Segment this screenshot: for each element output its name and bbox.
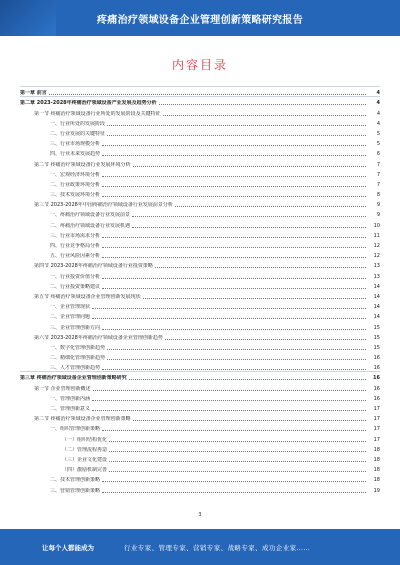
toc-leader-dots	[132, 227, 366, 228]
toc-entry-page: 17	[373, 426, 380, 433]
toc-entry-text: 四、行业竞争格局分析	[50, 243, 101, 249]
toc-entry-page: 13	[373, 273, 380, 280]
toc-entry-page: 16	[373, 355, 380, 362]
toc-entry[interactable]	[20, 259, 380, 269]
toc-entry-page: 8	[376, 192, 380, 199]
document-title: 疼痛治疗领域设备企业管理创新策略研究报告	[97, 14, 303, 26]
toc-leader-dots	[107, 349, 366, 350]
toc-entry[interactable]	[20, 239, 380, 249]
toc-entry-page: 4	[376, 110, 380, 117]
toc-heading: 内容目录	[171, 58, 228, 72]
toc-entry-text: 一、企业管理现状	[50, 304, 91, 311]
toc-entry[interactable]	[20, 208, 380, 218]
toc-entry[interactable]	[20, 86, 380, 96]
toc-entry[interactable]	[20, 463, 380, 473]
header-decoration	[0, 0, 56, 36]
toc-leader-dots	[107, 135, 366, 136]
toc-leader-dots	[165, 339, 366, 340]
toc-entry[interactable]	[20, 381, 380, 391]
toc-leader-dots	[92, 400, 366, 401]
toc-entry-text: 一、组织管理创新策略	[50, 426, 101, 433]
toc-entry[interactable]	[20, 310, 380, 320]
toc-entry-text: （三）企业文化建设	[62, 456, 108, 463]
toc-entry-text: 第三章 疼痛治疗领域设备企业管理创新策略研究	[20, 375, 127, 382]
footer-brand: 让每个人都能成为	[42, 543, 94, 552]
toc-entry-text: 二、行业投资策略建议	[50, 283, 101, 290]
footer-slogan: 行业专家、管理专家、营销专家、战略专家、成功企业家……	[124, 543, 311, 552]
document-footer	[0, 529, 400, 565]
toc-leader-dots	[102, 481, 366, 482]
toc-entry[interactable]	[20, 473, 380, 483]
toc-entry-page: 18	[373, 446, 380, 453]
toc-leader-dots	[155, 267, 366, 268]
toc-entry-text: 第一节 疼痛治疗领域设备行业所处的发展阶段及关键特征	[34, 110, 161, 117]
toc-entry-page: 12	[373, 253, 380, 260]
toc-leader-dots	[102, 278, 366, 279]
toc-entry-page: 7	[376, 161, 380, 168]
toc-entry[interactable]	[20, 137, 380, 147]
toc-leader-dots	[102, 329, 366, 330]
toc-entry-text: 第六节 2023-2028年疼痛治疗领域设备企业管理创新趋势	[34, 334, 163, 341]
toc-leader-dots	[93, 390, 366, 391]
toc-leader-dots	[102, 369, 366, 370]
toc-entry-text: 一、宏观经济环境分析	[50, 171, 101, 178]
toc-entry-text: 二、行业发展的关键特征	[50, 130, 106, 137]
toc-entry[interactable]	[20, 168, 380, 178]
toc-entry-text: 三、人才管理创新趋势	[50, 365, 101, 372]
toc-entry-text: （一）组织结构优化	[62, 436, 108, 443]
toc-entry-text: 第二节 疼痛治疗领域设备行业发展环境分析	[34, 161, 131, 168]
toc-entry-page: 18	[373, 477, 380, 484]
toc-entry[interactable]	[20, 432, 380, 442]
toc-entry-text: 第一节 企业管理创新概述	[34, 385, 91, 392]
toc-entry-page: 16	[373, 385, 380, 392]
toc-leader-dots	[102, 176, 366, 177]
toc-entry-text: 五、行业风险因素分析	[50, 253, 101, 260]
toc-leader-dots	[49, 94, 366, 95]
toc-entry-text: 一、行业投资价值分析	[50, 273, 101, 280]
toc-entry[interactable]	[20, 443, 380, 453]
toc-entry-text: 三、行业市场需求分析	[50, 232, 101, 239]
toc-entry-text: 第三节 2023-2028年中国疼痛治疗领域设备行业发展前景分析	[34, 202, 173, 209]
toc-entry-page: 12	[373, 243, 380, 249]
toc-entry-page: 7	[376, 181, 380, 188]
toc-entry[interactable]	[20, 96, 380, 106]
toc-leader-dots	[102, 492, 366, 493]
document-header	[0, 0, 400, 36]
toc-entry[interactable]	[20, 371, 380, 381]
toc-leader-dots	[102, 145, 366, 146]
table-of-contents	[20, 86, 380, 494]
toc-entry-page: 16	[373, 375, 380, 382]
toc-entry[interactable]	[20, 157, 380, 167]
toc-entry-text: 二、管理创新意义	[50, 406, 91, 412]
toc-entry-text: （二）管理流程再造	[62, 446, 108, 453]
toc-entry-page: 11	[373, 232, 380, 239]
toc-leader-dots	[143, 298, 366, 299]
toc-entry-page: 16	[373, 365, 380, 372]
toc-entry-text: 第二章 2023-2028年疼痛治疗领域设备产业发展及趋势分析	[20, 100, 157, 107]
toc-leader-dots	[132, 216, 366, 217]
toc-entry[interactable]	[20, 218, 380, 228]
toc-entry-page: 18	[373, 467, 380, 474]
toc-leader-dots	[129, 379, 366, 380]
toc-entry[interactable]	[20, 269, 380, 279]
toc-entry-page: 17	[373, 406, 380, 412]
toc-leader-dots	[109, 441, 366, 442]
toc-entry[interactable]	[20, 351, 380, 361]
toc-entry-text: 一、疼痛治疗领域设备行业发展前景	[50, 212, 131, 219]
toc-leader-dots	[92, 318, 366, 319]
toc-leader-dots	[102, 155, 366, 156]
toc-entry-page: 17	[373, 436, 380, 443]
toc-leader-dots	[163, 115, 366, 116]
toc-entry-text: 三、企业管理创新方向	[50, 324, 101, 331]
toc-entry[interactable]	[20, 106, 380, 116]
toc-entry-text: 二、企业管理问题	[50, 314, 91, 321]
toc-entry[interactable]	[20, 229, 380, 239]
toc-entry-page: 14	[373, 293, 380, 300]
toc-entry[interactable]	[20, 280, 380, 290]
toc-entry-page: 13	[373, 263, 380, 270]
toc-leader-dots	[133, 420, 366, 421]
toc-entry-text: 一、行业所处的发展阶段	[50, 120, 106, 127]
toc-entry-page: 15	[373, 324, 380, 331]
toc-entry[interactable]	[20, 188, 380, 198]
toc-entry[interactable]	[20, 361, 380, 371]
toc-leader-dots	[175, 206, 366, 207]
toc-entry-page: 4	[376, 90, 380, 97]
toc-entry[interactable]	[20, 117, 380, 127]
toc-entry-page: 15	[373, 334, 380, 341]
toc-leader-dots	[102, 186, 366, 187]
toc-entry-text: 一、数字化管理创新趋势	[50, 344, 106, 351]
toc-leader-dots	[102, 430, 366, 431]
toc-entry[interactable]	[20, 453, 380, 463]
toc-entry[interactable]	[20, 198, 380, 208]
toc-entry-page: 14	[373, 304, 380, 311]
toc-leader-dots	[92, 410, 366, 411]
toc-entry-page: 5	[376, 141, 380, 148]
toc-leader-dots	[102, 237, 366, 238]
toc-entry-page: 7	[376, 171, 380, 178]
toc-entry[interactable]	[20, 422, 380, 432]
toc-entry-page: 18	[373, 456, 380, 463]
toc-entry-page: 17	[373, 416, 380, 423]
toc-leader-dots	[102, 257, 366, 258]
toc-leader-dots	[107, 125, 366, 126]
toc-entry[interactable]	[20, 402, 380, 412]
toc-entry-page: 6	[376, 151, 380, 158]
toc-entry-text: 二、疼痛治疗领域设备行业发展机遇	[50, 222, 131, 229]
toc-entry-page: 10	[373, 222, 380, 229]
toc-entry-text: 二、技术管理创新策略	[50, 477, 101, 484]
toc-leader-dots	[109, 461, 366, 462]
toc-entry[interactable]	[20, 392, 380, 402]
page-number: 3	[198, 512, 202, 518]
toc-entry-page: 4	[376, 120, 380, 127]
toc-entry-page: 5	[376, 130, 380, 137]
toc-entry[interactable]	[20, 147, 380, 157]
toc-entry-text: 三、行业市场规模分析	[50, 141, 101, 148]
toc-leader-dots	[102, 247, 366, 248]
toc-entry-text: 一、管理创新内涵	[50, 395, 91, 402]
toc-entry[interactable]	[20, 127, 380, 137]
toc-entry[interactable]	[20, 331, 380, 341]
toc-leader-dots	[109, 471, 366, 472]
toc-leader-dots	[102, 196, 366, 197]
toc-entry-page: 14	[373, 314, 380, 321]
toc-entry[interactable]	[20, 249, 380, 259]
toc-entry[interactable]	[20, 300, 380, 310]
toc-entry-text: 二、行业政策环境分析	[50, 181, 101, 188]
toc-entry[interactable]	[20, 290, 380, 300]
toc-entry-page: 16	[373, 395, 380, 402]
toc-entry-text: 第四节 2023-2028年疼痛治疗领域设备行业投资策略	[34, 263, 153, 270]
toc-entry-page: 14	[373, 283, 380, 290]
toc-entry-page: 9	[376, 212, 380, 219]
toc-entry-page: 19	[373, 487, 380, 494]
toc-entry[interactable]	[20, 320, 380, 330]
toc-entry-text: 第一章 前言	[20, 90, 47, 97]
toc-entry-text: 第五节 疼痛治疗领域设备企业管理创新发展现状	[34, 293, 141, 300]
toc-entry-text: （四）激励机制完善	[62, 467, 108, 474]
toc-entry[interactable]	[20, 178, 380, 188]
toc-leader-dots	[133, 166, 366, 167]
toc-entry-text: 四、行业未来发展趋势	[50, 151, 101, 158]
toc-leader-dots	[109, 451, 366, 452]
toc-entry-page: 15	[373, 344, 380, 351]
toc-entry-text: 三、营销管理创新策略	[50, 487, 101, 494]
toc-leader-dots	[107, 359, 366, 360]
toc-entry[interactable]	[20, 412, 380, 422]
toc-entry[interactable]	[20, 341, 380, 351]
toc-leader-dots	[92, 308, 366, 309]
toc-entry-page: 9	[376, 202, 380, 209]
toc-leader-dots	[159, 104, 366, 105]
toc-entry-text: 第二节 疼痛治疗领域设备企业管理创新策略	[34, 416, 131, 423]
toc-entry[interactable]	[20, 483, 380, 493]
toc-entry-text: 二、精细化管理创新趋势	[50, 355, 106, 362]
toc-entry-text: 三、技术发展环境分析	[50, 192, 101, 199]
toc-leader-dots	[102, 288, 366, 289]
toc-entry-page: 4	[376, 100, 380, 107]
